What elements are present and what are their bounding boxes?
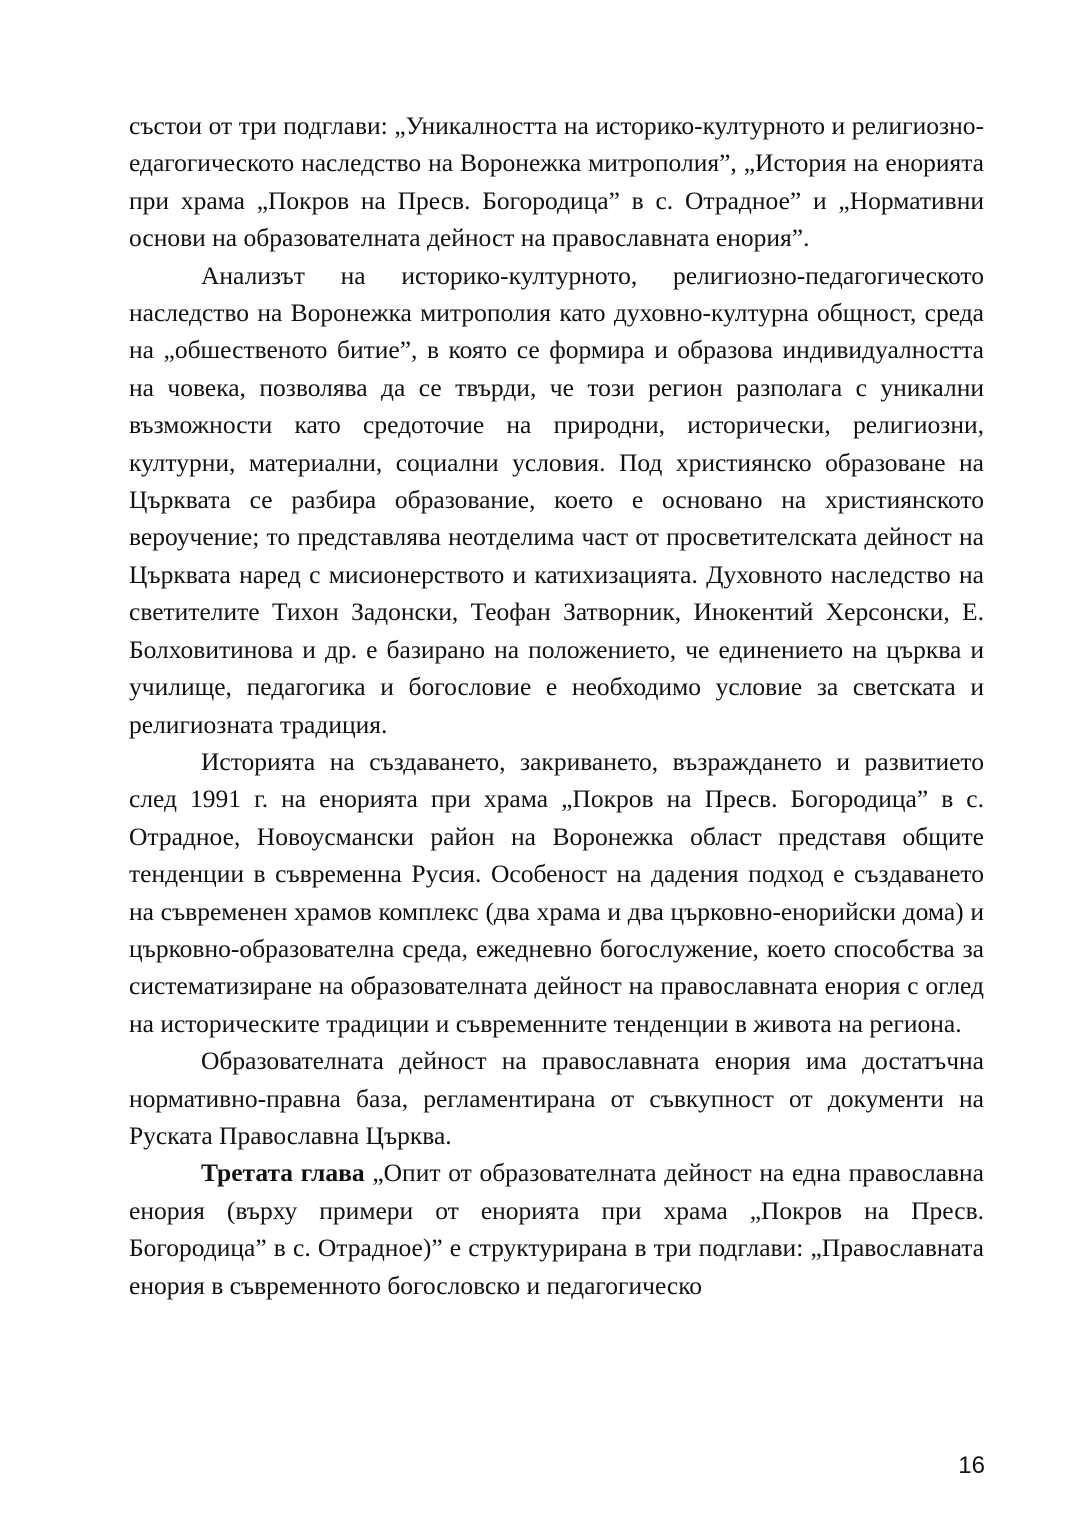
paragraph-1: състои от три подглави: „Уникалността на историко-културното и религиозно-едагогическото наследство на Воронежка митрополия”, „История на енорията при храма „Покров на Пресв. Богородица” в с. Отрадное” и „Нормативни основи на образователната дейност на православната енория”.	[129, 111, 984, 253]
document-page	[129, 107, 984, 1304]
paragraph-2: Анализът на историко-културното, религиозно-педагогическото наследство на Воронежка митрополия като духовно-културна общност, среда на „обшественото битие”, в която се формира и образова индивидуалността на човека, позволява да се твърди, че този регион разполага с уникални възможности като средоточие на природни, исторически, религиозни, културни, материални, социални условия. Под християнско образоване на Църквата се разбира образование, което е основано на християнското вероучение; то представлява неотделима част от просветителската дейност на Църквата наред с мисионерството и катихизацията. Духовното наследство на светителите Тихон Задонски, Теофан Затворник, Инокентий Херсонски, Е. Болховитинова и др. е базирано на положението, че единението на църква и училище, педагогика и богословие е необходимо условие за светската и религиозната традиция.	[129, 260, 984, 739]
chapter-heading-bold: Третата глава	[201, 1158, 365, 1188]
paragraph-3: Историята на създаването, закриването, възраждането и развитието след 1991 г. на енорията при храма „Покров на Пресв. Богородица” в с. Отрадное, Новоусмански район на Воронежка област представя общите тенденции в съвременна Русия. Особеност на дадения подход е създаването на съвременен храмов комплекс (два храма и два църковно-енорийски дома) и църковно-образователна среда, ежедневно богослужение, което способства за систематизиране на образователната дейност на православната енория с оглед на историческите традиции и съвременните тенденции в живота на региона.	[129, 746, 984, 1038]
paragraph-5	[129, 1154, 984, 1304]
page-number: 16	[958, 1452, 985, 1479]
paragraph-5-text: „Опит от образователната дейност на една православна енория (върху примери от енорията при храма „Покров на Пресв. Богородица” в с. Отрадное)” е структурирана в три подглави: „Православната енория в съвременното богословско и педагогическо	[129, 1158, 984, 1300]
paragraph-4: Образователната дейност на православната енория има достатъчна нормативно-правна база, регламентирана от съвкупност от документи на Руската Православна Църква.	[129, 1046, 984, 1150]
